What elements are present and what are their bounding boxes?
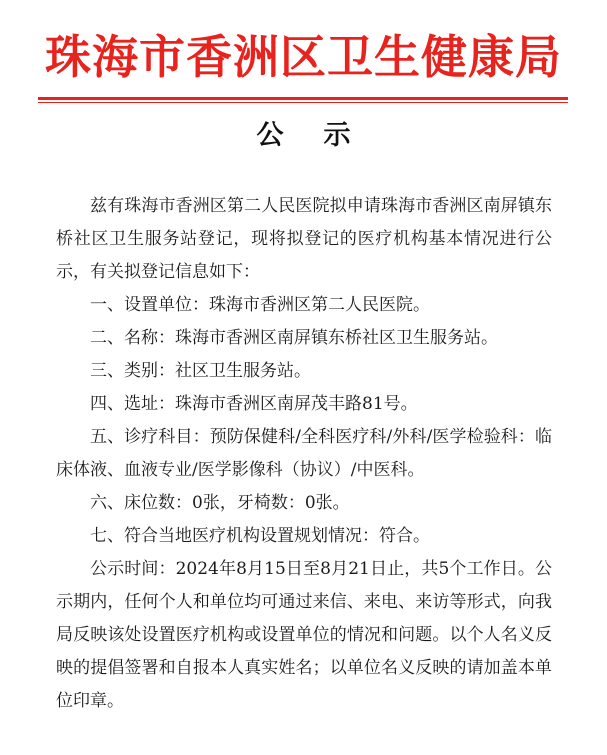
document-body (56, 190, 552, 718)
info-item-departments: 五、诊疗科目：预防保健科/全科医疗科/外科/医学检验科：临床体液、血液专业/医学影像科（协议）/中医科。 (56, 427, 552, 480)
agency-name: 珠海市香洲区卫生健康局 (45, 30, 562, 84)
intro-paragraph: 兹有珠海市香洲区第二人民医院拟申请珠海市香洲区南屏镇东桥社区卫生服务站登记，现将拟登记的医疗机构基本情况进行公示，有关拟登记信息如下： (56, 196, 552, 282)
info-item-beds: 六、床位数：0张，牙椅数：0张。 (90, 493, 350, 513)
document-title: 公示 (256, 120, 391, 151)
info-item-unit: 一、设置单位：珠海市香洲区第二人民医院。 (90, 295, 430, 315)
info-item-category: 三、类别：社区卫生服务站。 (90, 361, 311, 381)
letterhead (0, 22, 607, 92)
letterhead-rule-thick (38, 97, 568, 100)
notice-paragraph: 公示时间：2024年8月15日至8月21日止，共5个工作日。公示期内，任何个人和单位均可通过来信、来电、来访等形式，向我局反映该处设置医疗机构或设置单位的情况和问题。以个人名义反映的提倡签署和自报本人真实姓名；以单位名义反映的请加盖本单位印章。 (56, 559, 552, 711)
letterhead-rule-thin (38, 102, 568, 103)
info-item-planning: 七、符合当地医疗机构设置规划情况：符合。 (90, 526, 430, 546)
info-item-address: 四、选址：珠海市香洲区南屏茂丰路81号。 (90, 394, 418, 414)
info-item-name: 二、名称：珠海市香洲区南屏镇东桥社区卫生服务站。 (90, 328, 498, 348)
